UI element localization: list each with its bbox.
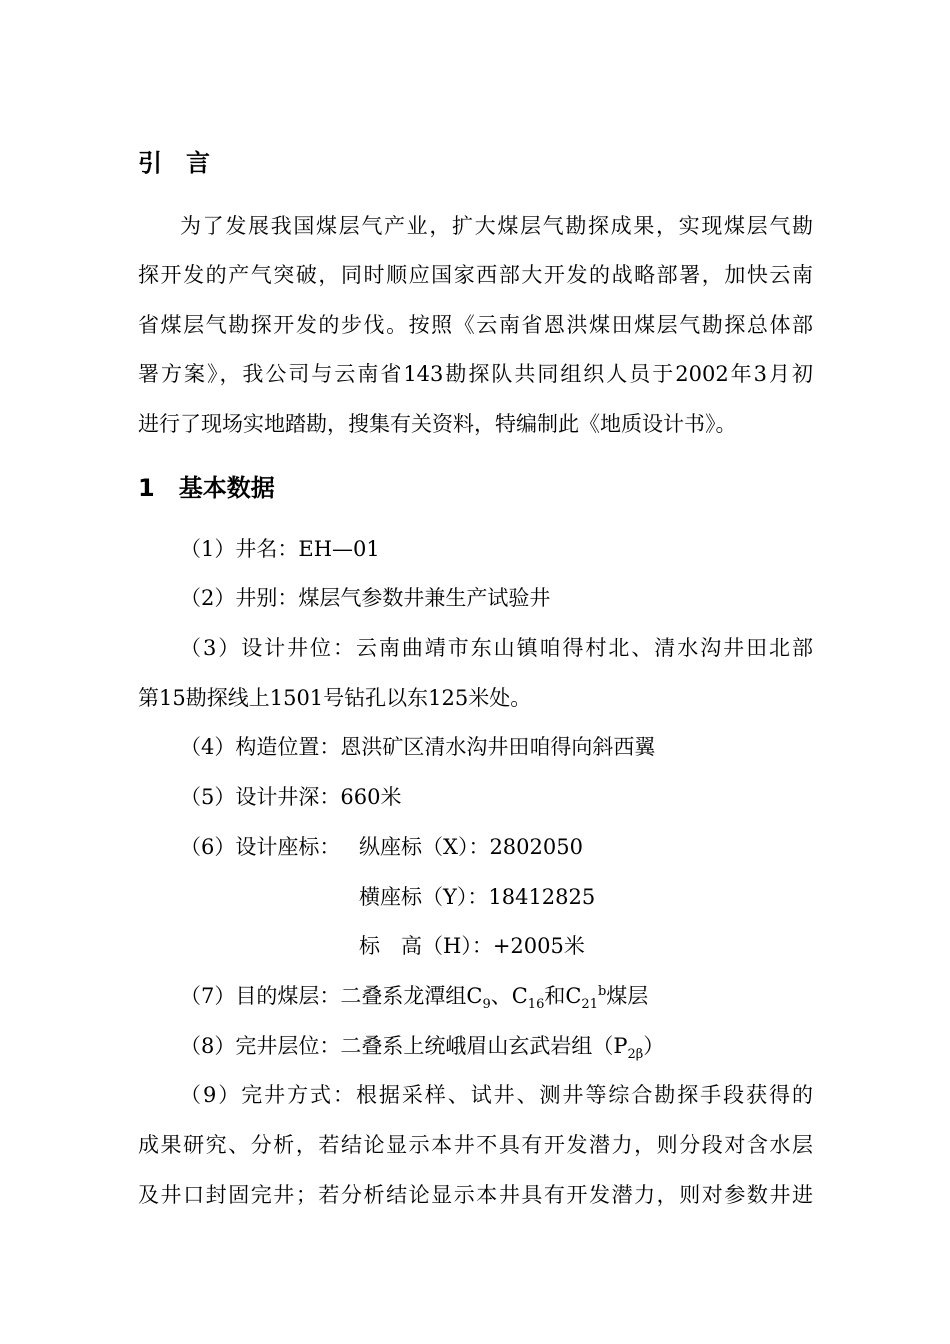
item-completion-method: （9）完井方式：根据采样、试井、测井等综合勘探手段获得的 [180,1083,813,1107]
superscript: b [597,984,607,999]
subscript: 16 [527,997,545,1013]
coordinate-y: 横座标（Y）：18412825 [359,885,596,909]
item-completion-layer [180,1031,664,1061]
intro-paragraph-line: 为了发展我国煤层气产业，扩大煤层气勘探成果，实现煤层气勘 [180,214,813,238]
subscript: 21 [581,997,598,1013]
item-well-type: （2）井别：煤层气参数井兼生产试验井 [180,586,551,610]
item-completion-method-cont: 成果研究、分析，若结论显示本井不具有开发潜力，则分段对含水层 [138,1133,813,1157]
text: ） [643,1034,665,1058]
intro-paragraph-line: 署方案》，我公司与云南省143勘探队共同组织人员于2002年3月初 [138,362,813,386]
intro-paragraph-line: 进行了现场实地踏勘，搜集有关资料，特编制此《地质设计书》。 [138,412,737,436]
intro-paragraph-line: 探开发的产气突破，同时顺应国家西部大开发的战略部署，加快云南 [138,263,813,287]
item-structural-position: （4）构造位置：恩洪矿区清水沟井田咱得向斜西翼 [180,735,656,759]
text: （7）目的煤层：二叠系龙潭组C [180,984,483,1008]
intro-paragraph-line: 省煤层气勘探开发的步伐。按照《云南省恩洪煤田煤层气勘探总体部 [138,313,813,337]
text: 煤层 [606,984,649,1008]
item-design-depth: （5）设计井深：660米 [180,785,402,809]
item-well-name: （1）井名：EH—01 [180,537,380,561]
text: （8）完井层位：二叠系上统峨眉山玄武岩组（P [180,1034,628,1058]
item-target-coal-seams [180,981,648,1011]
item-well-location: （3）设计井位：云南曲靖市东山镇咱得村北、清水沟井田北部 [180,636,813,660]
section-1-heading: 1 基本数据 [138,474,275,502]
text: 、C [490,984,528,1008]
subscript: 2β [627,1047,644,1063]
item-completion-method-cont: 及井口封固完井；若分析结论显示本井具有开发潜力，则对参数井进 [138,1183,813,1207]
subscript: 9 [482,997,491,1013]
item-well-location-cont: 第15勘探线上1501号钻孔以东125米处。 [138,686,532,710]
intro-heading: 引 言 [138,149,210,177]
coordinate-x: 纵座标（X）：2802050 [359,835,583,859]
text: 和C [544,984,582,1008]
coordinate-h: 标 高（H）：+2005米 [359,934,585,958]
item-design-coordinates-label: （6）设计座标： [180,835,341,859]
